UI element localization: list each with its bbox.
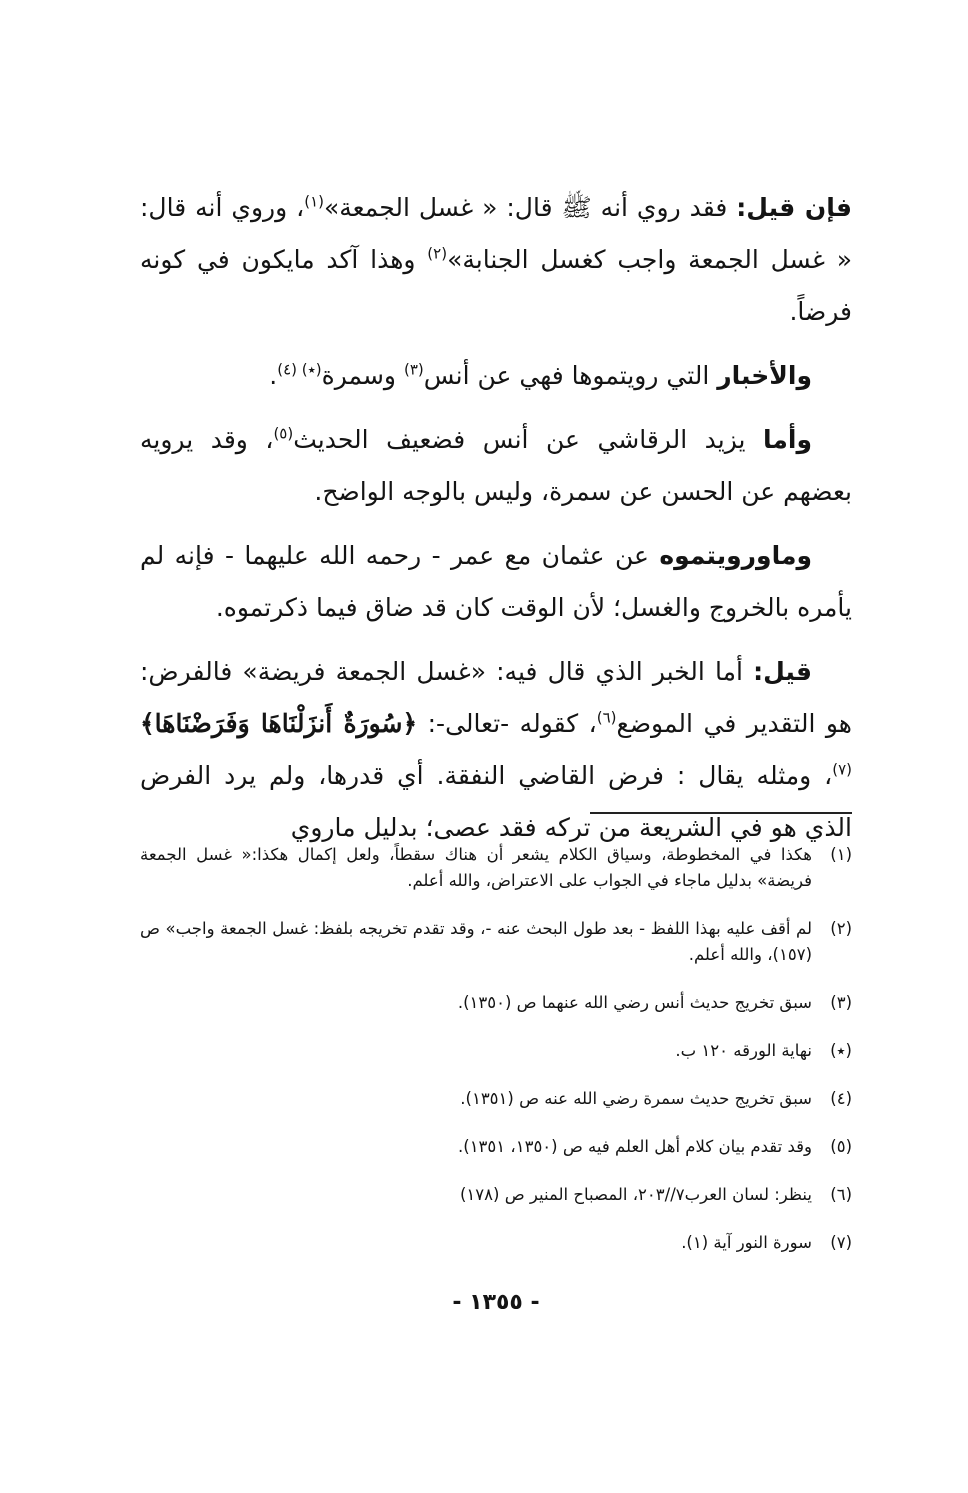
footnote-item xyxy=(140,916,852,968)
document-page xyxy=(140,0,852,1493)
footnote-text: وقد تقدم بيان كلام أهل العلم فيه ص (١٣٥٠، ١٣٥١). xyxy=(458,1137,812,1156)
paragraph-text: . xyxy=(269,361,278,390)
footnote-item xyxy=(140,990,852,1016)
footnote-text: ينظر: لسان العرب٧//٢٠٣، المصباح المنير ص (١٧٨) xyxy=(459,1185,812,1204)
quran-verse: ﴿سُورَةٌ أَنزَلْنَاهَا وَفَرَضْنَاهَا﴾ xyxy=(140,709,418,738)
footnote-item xyxy=(140,1134,852,1160)
footnote-text: هكذا في المخطوطة، وسياق الكلام يشعر أن هناك سقطاً، ولعل إكمال هكذا:« غسل الجمعة فريضة» بدليل ماجاء في الجواب على الاعتراض، والله أعلم. xyxy=(140,845,812,890)
footnote-ref: (٥) xyxy=(273,424,294,443)
footnote-item xyxy=(140,842,852,894)
paragraph-lead: فإن قيل: xyxy=(736,193,852,222)
paragraph-lead: وماورويتموه xyxy=(659,541,812,570)
footnote-number: (١) xyxy=(830,845,852,864)
paragraph-lead: والأخبار xyxy=(717,361,812,390)
paragraph-3 xyxy=(140,414,852,518)
paragraph-text: عن عثمان مع عمر - رحمه الله عليهما - فإنه لم يأمره بالخروج والغسل؛ لأن الوقت كان قد ضاق فيما ذكرتموه. xyxy=(140,541,852,622)
footnote-item xyxy=(140,1086,852,1112)
footnote-number: (٤) xyxy=(830,1089,852,1108)
footnote-text: نهاية الورقه ١٢٠ ب. xyxy=(675,1041,812,1060)
footnote-number: (٢) xyxy=(830,919,852,938)
paragraph-2 xyxy=(140,350,852,402)
paragraph-lead: قيل: xyxy=(753,657,812,686)
footnote-item xyxy=(140,1182,852,1208)
footnote-item xyxy=(140,1230,852,1256)
paragraph-lead: وأما xyxy=(763,425,813,454)
footnote-text: سورة النور آية (١). xyxy=(681,1233,812,1252)
footnotes-section xyxy=(140,842,852,1278)
paragraph-1 xyxy=(140,182,852,338)
footnote-ref: (٦) xyxy=(596,708,617,727)
footnote-item xyxy=(140,1038,852,1064)
footnote-ref: (٣) xyxy=(403,360,424,379)
footnote-text: لم أقف عليه بهذا اللفظ - بعد طول البحث عنه -، وقد تقدم تخريجه بلفظ: غسل الجمعة واجب» ص (١٥٧)، والله أعلم. xyxy=(140,919,812,964)
footnote-ref: (١) xyxy=(304,192,324,211)
paragraph-text: وهذا آكد مايكون في كونه فرضاً. xyxy=(140,245,852,326)
footnote-number: (٭) xyxy=(830,1041,852,1060)
paragraph-4 xyxy=(140,530,852,634)
paragraph-text: ، وقد يرويه بعضهم عن الحسن عن سمرة، وليس بالوجه الواضح. xyxy=(140,425,852,506)
footnote-text: سبق تخريج حديث أنس رضي الله عنهما ص (١٣٥٠). xyxy=(457,993,812,1012)
paragraph-text: التي رويتموها فهي عن أنس xyxy=(423,361,718,390)
footnote-number: (٧) xyxy=(830,1233,852,1252)
paragraph-text: يزيد الرقاشي عن أنس فضعيف الحديث xyxy=(293,425,764,454)
footnote-text: سبق تخريج حديث سمرة رضي الله عنه ص (١٣٥١). xyxy=(460,1089,812,1108)
paragraph-text: أما الخبر الذي قال فيه: «غسل الجمعة فريضة» فالفرض: هو التقدير في الموضع xyxy=(140,657,852,738)
footnote-number: (٥) xyxy=(830,1137,852,1156)
paragraph-text: ، ومثله يقال : فرض القاضي النفقة. أي قدرها، ولم يرد الفرض الذي هو في الشريعة من تركه فقد عصى؛ بدليل ماروي xyxy=(140,761,852,842)
footnote-number: (٣) xyxy=(830,993,852,1012)
footnote-divider xyxy=(590,812,852,814)
paragraph-text: فقد روي أنه ﷺ قال: « غسل الجمعة» xyxy=(323,193,737,222)
footnote-ref: (٭) (٤) xyxy=(277,360,322,379)
paragraph-text: وسمرة xyxy=(321,361,404,390)
main-text xyxy=(140,182,852,866)
footnote-ref: (٧) xyxy=(832,760,852,779)
footnote-number: (٦) xyxy=(830,1185,852,1204)
page-number: - ١٣٥٥ - xyxy=(452,1290,540,1315)
footnote-ref: (٢) xyxy=(427,244,448,263)
paragraph-text: ، وروي أنه قال: « غسل الجمعة واجب كغسل الجنابة» xyxy=(140,193,852,274)
paragraph-5 xyxy=(140,646,852,854)
paragraph-text: ، كقوله -تعالى-: xyxy=(417,709,597,738)
